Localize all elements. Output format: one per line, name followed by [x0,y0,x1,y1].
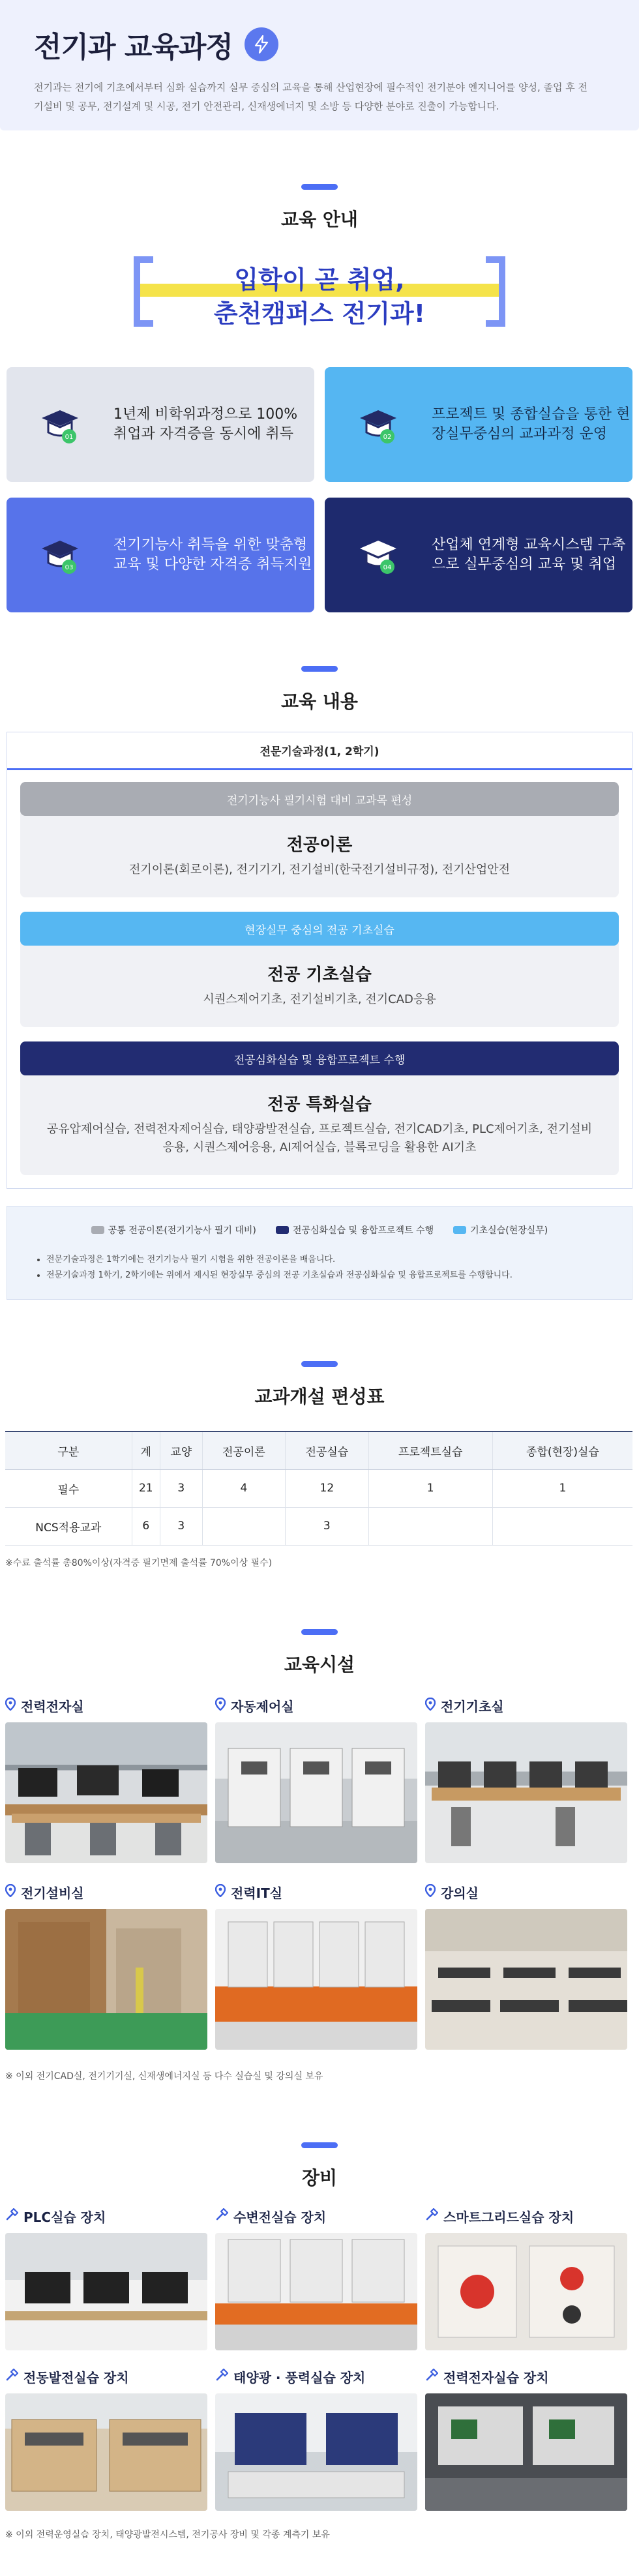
facility-name: 전력IT실 [231,1885,283,1901]
facilities-section [0,1629,639,2082]
svg-text:01: 01 [65,434,74,441]
legend-item: 공통 전공이론(전기기능사 필기 대비) [91,1223,256,1236]
section-title-equipment: 장비 [301,2166,338,2189]
section-bar [301,1629,338,1635]
facility-photo [215,1722,417,1863]
table-row: NCS적용교과 6 3 3 [5,1507,632,1545]
content-section [0,666,639,1300]
hammer-icon [425,2208,438,2224]
facility-photo [425,1909,627,2050]
block-title: 전공 특화실습 [267,1095,372,1115]
curriculum-table [5,1431,632,1546]
curriculum-box [7,732,632,1189]
section-bar [301,184,338,190]
block-desc: 공유압제어실습, 전력전자제어실습, 태양광발전실습, 프로젝트실습, 전기CAD기초, PLC제어기초, 전기설비응용, 시퀀스제어응용, AI제어실습, 블록코딩을 활용한 AI기초 [46,1122,593,1154]
facility-item [425,1696,627,1863]
equipment-photo [5,2233,207,2350]
location-pin-icon [5,1698,16,1714]
guide-card-text: 프로젝트 및 종합실습을 통한 현장실무중심의 교과과정 운영 [432,406,631,442]
facility-photo [5,1909,207,2050]
guide-cards [7,367,639,612]
table-header: 교양 [160,1431,202,1469]
guide-section [0,184,639,612]
equipment-item [425,2367,627,2511]
legend [33,1223,606,1236]
curriculum-block-advanced [20,1041,619,1175]
section-bar [301,666,338,672]
facility-photo [215,1909,417,2050]
hammer-icon [5,2208,18,2224]
section-title-guide: 교육 안내 [281,209,358,230]
equipment-item [425,2207,627,2350]
block-title: 전공이론 [286,835,353,855]
left-bracket [134,256,153,327]
facility-item [5,1696,207,1863]
graduation-cap-icon [35,398,87,451]
legend-item: 기초실습(현장실무) [453,1223,548,1236]
block-label: 전공심화실습 및 융합프로젝트 수행 [20,1041,619,1075]
equipment-photo [215,2393,417,2511]
table-header: 전공실습 [286,1431,368,1469]
graduation-cap-icon [35,529,87,581]
note-item: • 전문기술과정 1학기, 2학기에는 위에서 제시된 현장실무 중심의 전공 기초실습과 전공심화실습 및 융합프로젝트를 수행합니다. [46,1268,606,1283]
table-note: ※수료 출석률 총80%이상(자격증 필기면제 출석률 70%이상 필수) [5,1557,273,1568]
equipment-name: 태양광 · 풍력실습 장치 [233,2370,366,2386]
table-section [0,1361,639,1569]
equipment-photo [5,2393,207,2511]
equipment-section [0,2142,639,2541]
legend-box [7,1206,632,1300]
guide-card-2 [325,367,632,482]
equipment-item [5,2207,207,2350]
legend-swatch [453,1226,466,1234]
equipment-name: 전동발전실습 장치 [23,2370,129,2386]
block-label: 현장실무 중심의 전공 기초실습 [20,912,619,946]
note-item: • 전문기술과정은 1학기에는 전기기능사 필기 시험을 위한 전공이론을 배웁니다. [46,1252,606,1268]
facilities-note: ※ 이외 전기CAD실, 전기기기실, 신재생에너지실 등 다수 실습실 및 강의실 보유 [5,2071,323,2082]
equipment-name: PLC실습 장치 [23,2209,106,2225]
block-label: 전기기능사 필기시험 대비 교과목 편성 [20,782,619,816]
svg-text:02: 02 [383,434,392,441]
facility-item [215,1883,417,2050]
slogan-line1: 입학이 곧 취업, [134,263,505,297]
facility-photo [5,1722,207,1863]
equipment-note: ※ 이외 전력운영실습 장치, 태양광발전시스템, 전기공사 장비 및 각종 계측기 보유 [5,2529,330,2540]
table-header: 프로젝트실습 [368,1431,492,1469]
hammer-icon [215,2208,228,2224]
location-pin-icon [215,1884,226,1900]
location-pin-icon [215,1698,226,1714]
facility-name: 전력전자실 [21,1699,84,1715]
right-bracket [486,256,505,327]
equipment-photo [215,2233,417,2350]
table-header: 계 [132,1431,160,1469]
legend-swatch [276,1226,289,1234]
guide-card-text: 1년제 비학위과정으로 100% 취업과 자격증을 동시에 취득 [113,406,298,442]
tab-curriculum[interactable]: 전문기술과정(1, 2학기) [7,732,632,770]
section-bar [301,2142,338,2148]
table-row: 필수 21 3 4 12 1 1 [5,1469,632,1507]
equipment-name: 수변전실습 장치 [233,2209,327,2225]
hammer-icon [215,2369,228,2385]
slogan-line2: 춘천캠퍼스 전기과! [213,299,426,328]
block-title: 전공 기초실습 [267,965,372,985]
equipment-item [5,2367,207,2511]
svg-text:03: 03 [65,564,74,571]
facility-item [425,1883,627,2050]
facility-item [215,1696,417,1863]
guide-card-1 [7,367,314,482]
section-title-table: 교과개설 편성표 [254,1386,385,1407]
table-header: 전공이론 [202,1431,285,1469]
table-header: 구분 [5,1431,132,1469]
facility-name: 강의실 [441,1885,479,1901]
equipment-grid [5,2207,639,2528]
curriculum-block-basic [20,912,619,1027]
guide-card-3 [7,498,314,612]
page-title: 전기과 교육과정 [34,31,233,64]
equipment-item [215,2367,417,2511]
facilities-grid [5,1696,639,2069]
location-pin-icon [5,1884,16,1900]
section-title-content: 교육 내용 [281,691,358,712]
graduation-cap-icon [353,529,406,581]
equipment-item [215,2207,417,2350]
hammer-icon [5,2369,18,2385]
guide-card-text: 전기기능사 취득을 위한 맞춤형 교육 및 다양한 자격증 취득지원 [113,537,312,573]
location-pin-icon [425,1884,436,1900]
notes-list [33,1252,606,1283]
table-header: 종합(현장)실습 [492,1431,632,1469]
facility-name: 자동제어실 [231,1699,294,1715]
slogan [134,256,505,335]
legend-item: 전공심화실습 및 융합프로젝트 수행 [276,1223,434,1236]
facility-photo [425,1722,627,1863]
section-title-facilities: 교육시설 [284,1653,355,1675]
lightning-icon [245,27,278,61]
hammer-icon [425,2369,438,2385]
section-bar [301,1361,338,1367]
graduation-cap-icon [353,398,406,451]
location-pin-icon [425,1698,436,1714]
curriculum-block-theory [20,782,619,897]
svg-text:04: 04 [383,564,392,571]
facility-name: 전기설비실 [21,1885,84,1901]
block-desc: 시퀀스제어기초, 전기설비기초, 전기CAD응용 [203,993,436,1006]
equipment-photo [425,2393,627,2511]
hero-section [0,0,639,130]
block-desc: 전기이론(회로이론), 전기기기, 전기설비(한국전기설비규정), 전기산업안전 [128,863,511,876]
equipment-name: 전력전자실습 장치 [443,2370,549,2386]
facility-name: 전기기초실 [441,1699,504,1715]
legend-swatch [91,1226,104,1234]
guide-card-text: 산업체 연계형 교육시스템 구축으로 실무중심의 교육 및 취업 [432,537,626,573]
guide-card-4 [325,498,632,612]
equipment-name: 스마트그리드실습 장치 [443,2209,574,2225]
facility-item [5,1883,207,2050]
hero-description: 전기과는 전기에 기초에서부터 심화 실습까지 실무 중심의 교육을 통해 산업현장에 필수적인 전기분야 엔지니어를 양성, 졸업 후 전기설비 및 공무, 전기설계 및 시공, 전기 안전관리, 신재생에너지 및 소방 등 다양한 분야로 진출이 가능합니다. [34,82,588,112]
equipment-photo [425,2233,627,2350]
